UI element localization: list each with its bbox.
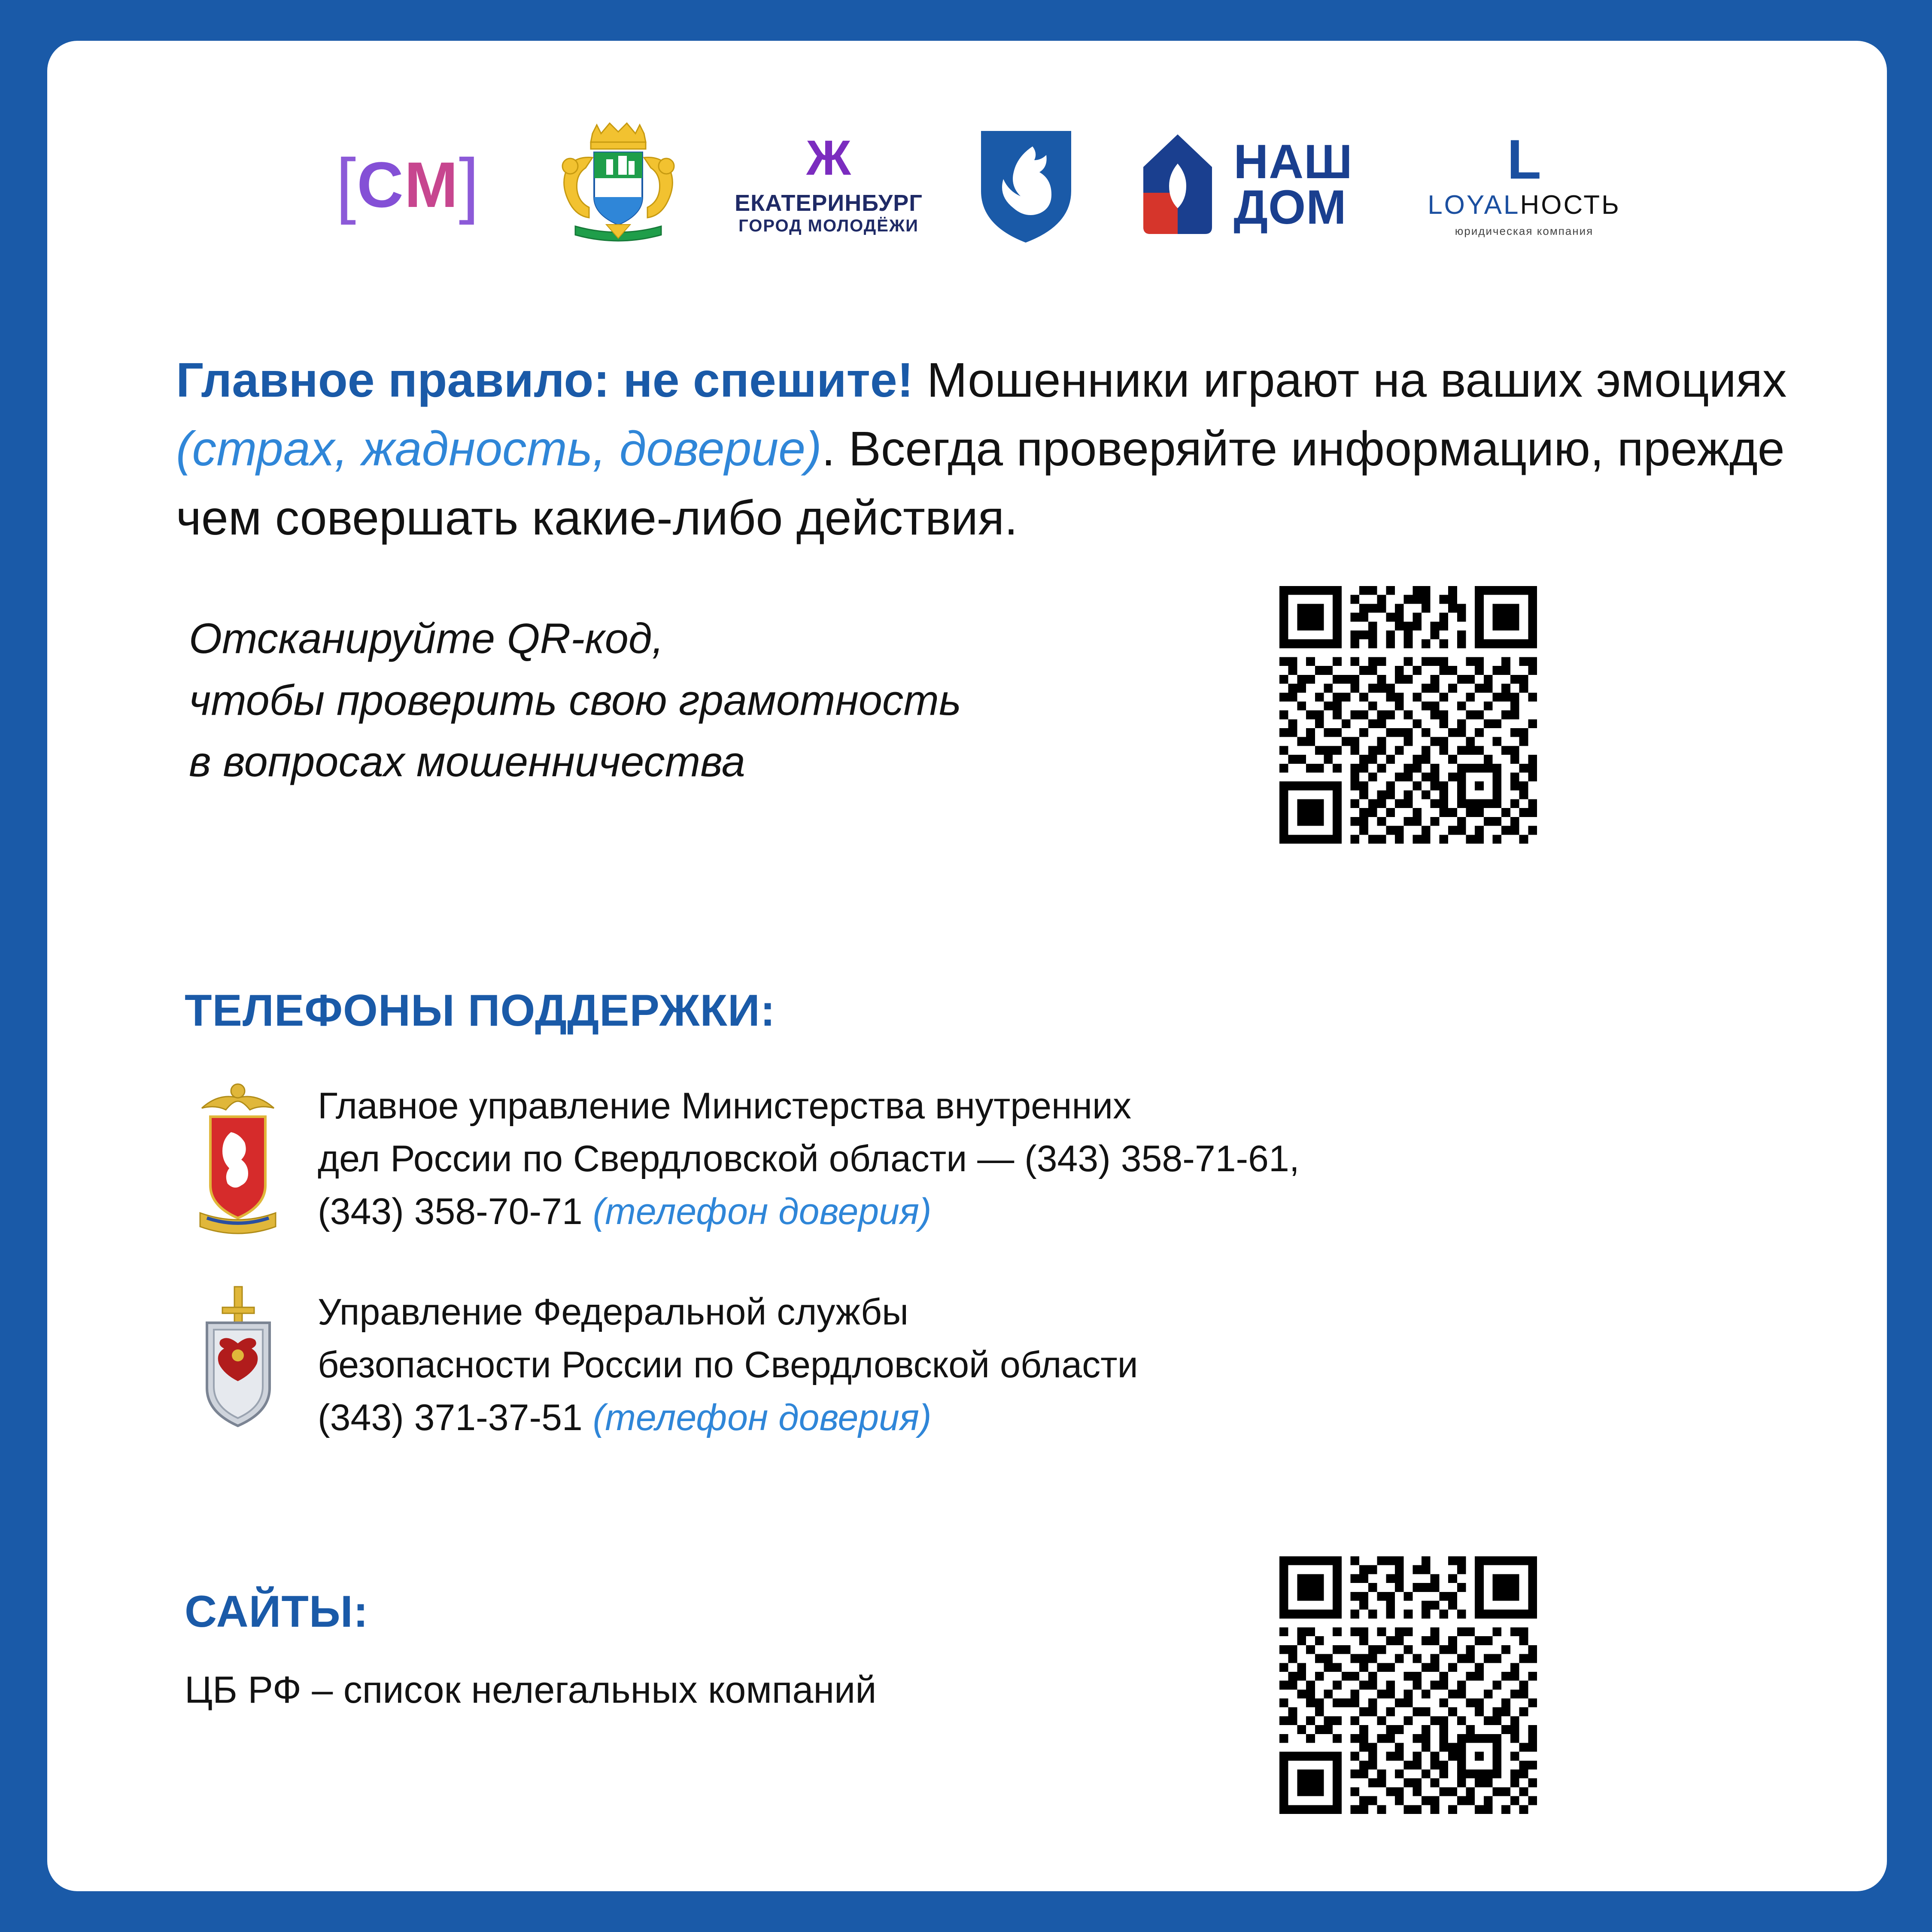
contact-fsb: [185, 1282, 1730, 1445]
ekaterinburg-coat-of-arms-icon: [528, 114, 708, 255]
sm-logo-letter-m: М: [404, 148, 459, 221]
ekaterinburg-city-of-youth-logo: [708, 114, 949, 255]
sm-logo: [288, 114, 528, 255]
contact-fsb-line3: [318, 1391, 1138, 1444]
city-of-youth-mark: Ж: [806, 131, 851, 185]
partner-logo-bar: [288, 114, 1747, 255]
contact-mvd-line3: [318, 1185, 1300, 1238]
sm-logo-letter-c: С: [357, 148, 404, 221]
qr-instruction-text: [189, 608, 1176, 793]
lead-bold-intro: Главное правило: не спешите!: [176, 353, 914, 407]
qr-instruction-line1: Отсканируйте QR-код,: [189, 614, 664, 662]
sm-logo-bracket-left: [: [336, 144, 357, 225]
loyalnost-name: [1428, 190, 1621, 220]
mvd-emblem-icon: [185, 1075, 292, 1239]
lead-text-part1: Мошенники играют на ваших эмоциях: [913, 353, 1787, 407]
contact-mvd-trust-label: (телефон доверия): [592, 1191, 932, 1232]
loyalnost-name-black: НОСТЬ: [1520, 190, 1621, 220]
qr-instruction-line2: чтобы проверить свою грамотность: [189, 676, 961, 724]
fsb-emblem-icon: [185, 1282, 292, 1445]
contact-fsb-trust-label: (телефон доверия): [592, 1397, 932, 1438]
sites-section-item: ЦБ РФ – список нелегальных компаний: [185, 1668, 877, 1711]
phones-section-title: ТЕЛЕФОНЫ ПОДДЕРЖКИ:: [185, 986, 776, 1036]
nash-dom-mark-icon: [1133, 126, 1223, 244]
loyalnost-logo: [1382, 114, 1666, 255]
loyalnost-name-blue: LOYAL: [1428, 190, 1520, 220]
nash-dom-logo: [1103, 114, 1382, 255]
lead-italic-blue: (страх, жадность, доверие): [176, 422, 822, 476]
lead-text-part2: . Всегда проверяйте информацию, прежде чем совершать какие-либо действия.: [176, 422, 1785, 545]
contact-fsb-line2: безопасности России по Свердловской области: [318, 1344, 1138, 1385]
city-of-youth-line2: ГОРОД МОЛОДЁЖИ: [738, 216, 919, 235]
poster-card: [47, 41, 1887, 1891]
contact-fsb-text: [318, 1282, 1138, 1444]
loyalnost-mark: L: [1507, 128, 1541, 191]
nash-dom-text: [1233, 134, 1353, 234]
qr-instruction-line3: в вопросах мошенничества: [189, 738, 745, 786]
city-of-youth-line1: ЕКАТЕРИНБУРГ: [735, 190, 923, 216]
contact-fsb-line1: Управление Федеральной службы: [318, 1291, 908, 1333]
shield-bird-icon: [949, 114, 1103, 255]
contact-mvd-line1: Главное управление Министерства внутренних: [318, 1085, 1132, 1127]
sm-logo-bracket-right: ]: [459, 144, 480, 225]
qr-code-literacy-test[interactable]: [1279, 586, 1537, 844]
qr-code-cbr-illegal-companies[interactable]: [1279, 1556, 1537, 1814]
lead-paragraph: [176, 346, 1790, 552]
nash-dom-line1: НАШ: [1233, 134, 1353, 188]
sites-section-title: САЙТЫ:: [185, 1587, 369, 1637]
contact-mvd: [185, 1075, 1730, 1239]
contact-mvd-text: [318, 1075, 1300, 1238]
contact-mvd-phone-trust: (343) 358-70-71: [318, 1191, 593, 1232]
contact-mvd-line2: дел России по Свердловской области — (343) 358-71-61,: [318, 1138, 1300, 1179]
nash-dom-line2: ДОМ: [1233, 180, 1347, 234]
contact-fsb-phone-trust: (343) 371-37-51: [318, 1397, 593, 1438]
loyalnost-subtitle: юридическая компания: [1455, 225, 1594, 237]
